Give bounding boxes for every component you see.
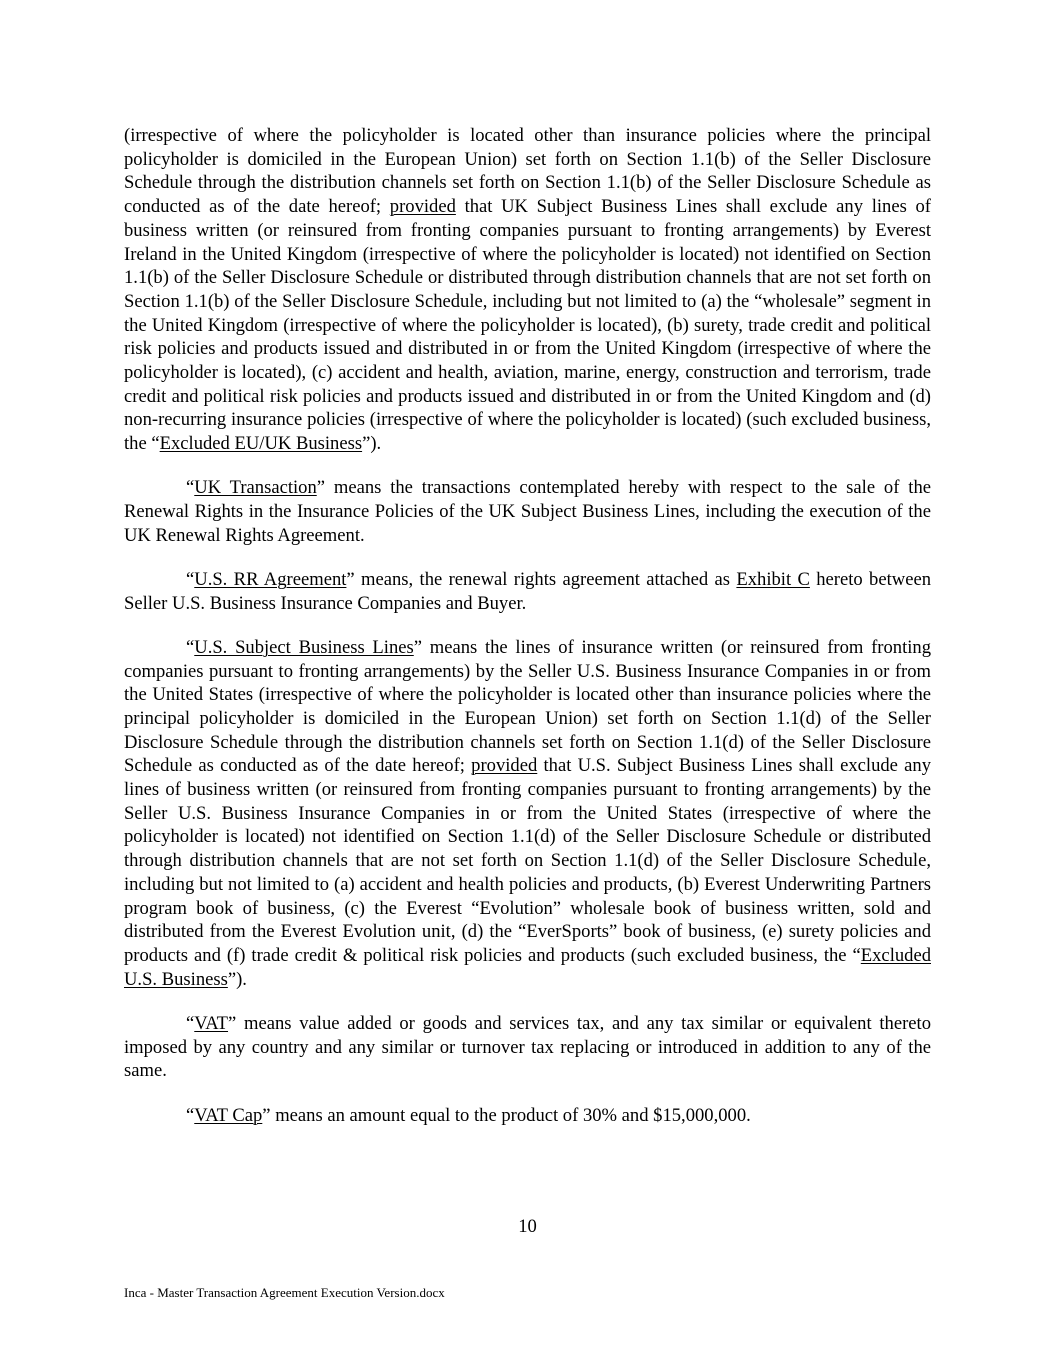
provided-term: provided — [389, 196, 456, 218]
definition-vat — [124, 1012, 931, 1083]
defined-term-uk-transaction: UK Transaction — [194, 477, 317, 499]
open-quote: “ — [186, 636, 195, 658]
definition-text: ” means the transactions contemplated hereby with respect to the sale of the Renewal Rights in the Insurance Policies of the UK Subject Business Lines, including the execution of the UK Renewal Rights Agreement. — [124, 477, 931, 546]
definition-text: ”). — [227, 968, 247, 990]
defined-term-vat-cap: VAT Cap — [194, 1104, 263, 1126]
document-body — [124, 124, 931, 1148]
open-quote: “ — [186, 1104, 195, 1126]
defined-term-vat: VAT — [194, 1012, 229, 1034]
open-quote: “ — [186, 568, 195, 590]
text-run: that UK Subject Business Lines shall exclude any lines of business written (or reinsured from fronting companies pursuant to fronting arrangements) by Everest Ireland in the United Kingdom (irrespective of where the policyholder is located) not identified on Section 1.1(b) of the Seller Disclosure Schedule or distributed through distribution channels that are not set forth on Section 1.1(b) of the Seller Disclosure Schedule, including but not limited to (a) the “wholesale” segment in the United Kingdom (irrespective of where the policyholder is located), (b) surety, trade credit and political risk policies and products issued and distributed in or from the United Kingdom (irrespective of where the policyholder is located), (c) accident and health, aviation, marine, energy, construction and terrorism, trade credit and political risk policies and products issued and distributed in or from the United Kingdom and (d) non-recurring insurance policies (irrespective of where the policyholder is located) (such excluded business, the “ — [124, 196, 931, 455]
defined-term-excluded-us-business: Excluded U.S. Business — [124, 945, 931, 990]
definition-us-subject-business-lines — [124, 636, 931, 992]
page-number: 10 — [518, 1216, 537, 1237]
definition-text: that U.S. Subject Business Lines shall exclude any lines of business written (or reinsured from fronting companies pursuant to fronting arrangements) by the Seller U.S. Business Insurance Companies in or from the United States (irrespective of where the policyholder is located) not identified on Section 1.1(d) of the Seller Disclosure Schedule or distributed through distribution channels that are not set forth on Section 1.1(d) of the Seller Disclosure Schedule, including but not limited to (a) accident and health policies and products, (b) Everest Underwriting Partners program book of business, (c) the Everest “Evolution” wholesale book of business written, sold and distributed from the Everest Evolution unit, (d) the “EverSports” book of business, (e) surety policies and products and (f) trade credit & political risk policies and products (such excluded business, the “ — [124, 755, 931, 966]
definition-vat-cap — [124, 1104, 931, 1128]
provided-term: provided — [471, 755, 538, 777]
definition-text: ” means the lines of insurance written (or reinsured from fronting companies pursuant to fronting arrangements) by the Seller U.S. Business Insurance Companies in or from the United States (irrespective of where the policyholder is located other than insurance policies where the principal policyholder is domiciled in the European Union) set forth on Section 1.1(d) of the Seller Disclosure Schedule through the distribution channels set forth on Section 1.1(d) of the Seller Disclosure Schedule as conducted as of the date hereof; — [124, 636, 931, 777]
definition-us-rr-agreement — [124, 568, 931, 615]
footer-filename: Inca - Master Transaction Agreement Execution Version.docx — [124, 1285, 445, 1300]
defined-term-us-rr-agreement: U.S. RR Agreement — [194, 568, 347, 590]
definition-text: ” means value added or goods and services tax, and any tax similar or equivalent thereto imposed by any country and any similar or turnover tax replacing or introduced in addition to any of the same. — [124, 1012, 931, 1082]
defined-term-excluded-eu-uk-business: Excluded EU/UK Business — [159, 433, 363, 455]
paragraph-uk-subject-business-continued — [124, 124, 931, 456]
definition-uk-transaction — [124, 476, 931, 547]
open-quote: “ — [186, 1012, 195, 1034]
definition-text: ” means an amount equal to the product of 30% and $15,000,000. — [262, 1104, 751, 1126]
definition-text: hereto between Seller U.S. Business Insurance Companies and Buyer. — [124, 568, 931, 614]
open-quote: “ — [186, 477, 195, 499]
text-run: ”). — [362, 433, 382, 455]
text-run: (irrespective of where the policyholder is located other than insurance policies where the principal policyholder is domiciled in the European Union) set forth on Section 1.1(b) of the Seller Disclosure Schedule through the distribution channels set forth on Section 1.1(b) of the Seller Disclosure Schedule as conducted as of the date hereof; — [124, 125, 931, 218]
definition-text: ” means, the renewal rights agreement attached as — [346, 568, 737, 590]
defined-term-us-subject-business-lines: U.S. Subject Business Lines — [194, 636, 414, 658]
exhibit-c-reference: Exhibit C — [736, 568, 810, 590]
